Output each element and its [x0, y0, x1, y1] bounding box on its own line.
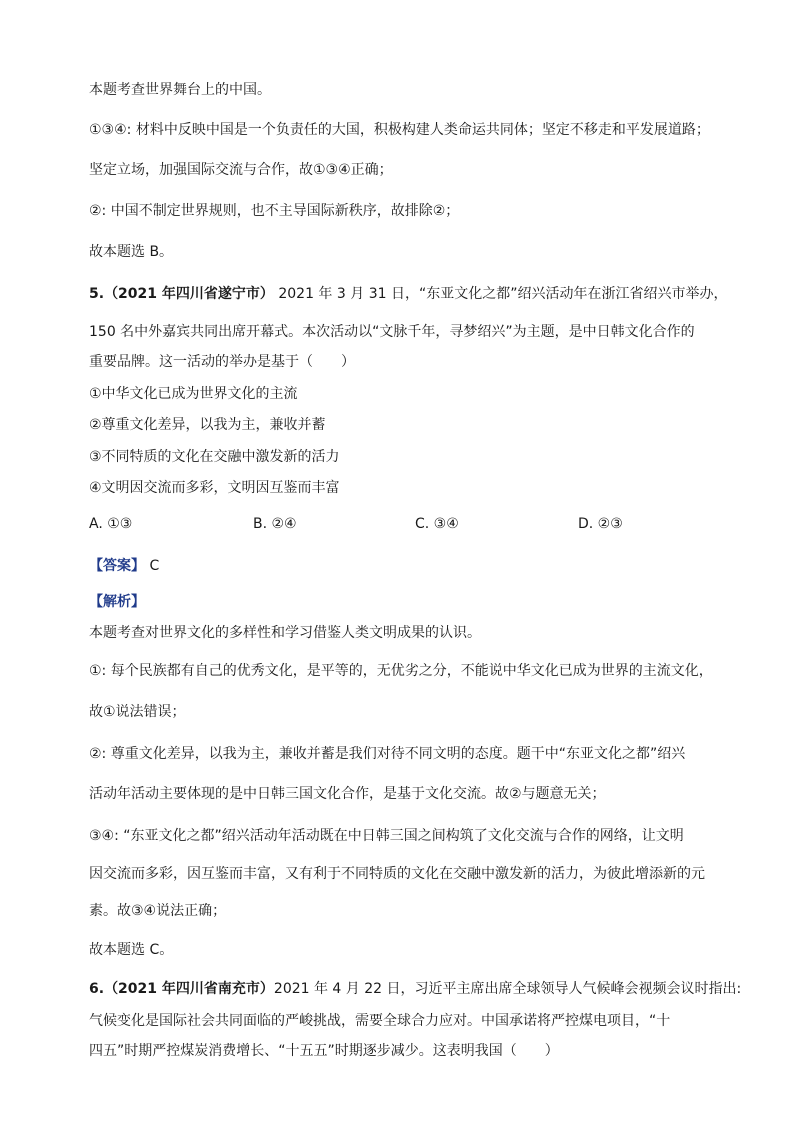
option-a: A. ①③: [89, 516, 133, 532]
question-source: （2021 年四川省遂宁市）: [104, 286, 274, 302]
analysis-line: ①: 每个民族都有自己的优秀文化，是平等的，无优劣之分，不能说中华文化已成为世界的主流文化，: [89, 663, 713, 679]
statement-item: ④文明因交流而多彩，文明因互鉴而丰富: [89, 480, 340, 496]
analysis-line: ②: 中国不制定世界规则，也不主导国际新秩序，故排除②；: [89, 203, 460, 219]
question-6-stem-line1: [89, 979, 741, 999]
conclusion-line: 故本题选 B。: [89, 244, 174, 260]
question-number: 5.: [89, 286, 105, 302]
analysis-label-text: 【解析】: [89, 594, 145, 610]
answer-line: [89, 556, 159, 576]
option-d: D. ②③: [578, 516, 623, 532]
analysis-line: ②: 尊重文化差异，以我为主，兼收并蓄是我们对待不同文明的态度。题干中“东亚文化之都”绍兴: [89, 746, 686, 762]
option-b: B. ②④: [253, 516, 297, 532]
analysis-label: [89, 592, 145, 612]
analysis-line: 本题考查世界舞台上的中国。: [89, 82, 271, 98]
question-6-stem-line2: 气候变化是国际社会共同面临的严峻挑战，需要全球合力应对。中国承诺将严控煤电项目，“十: [89, 1013, 671, 1029]
question-6-stem-line3: 四五”时期严控煤炭消费增长、“十五五”时期逐步减少。这表明我国（ ）: [89, 1043, 559, 1059]
statement-item: ③不同特质的文化在交融中激发新的活力: [89, 449, 340, 465]
analysis-line: 本题考查对世界文化的多样性和学习借鉴人类文明成果的认识。: [89, 625, 481, 641]
question-5-stem-line3: 重要品牌。这一活动的举办是基于（ ）: [89, 354, 355, 370]
analysis-line: 因交流而多彩，因互鉴而丰富，又有利于不同特质的文化在交融中激发新的活力，为彼此增添新的元: [89, 866, 705, 882]
answer-value: C: [149, 558, 160, 574]
analysis-line: 故①说法错误；: [89, 704, 186, 720]
answer-label: 【答案】: [89, 558, 145, 574]
question-5-stem-line2: 150 名中外嘉宾共同出席开幕式。本次活动以“文脉千年，寻梦绍兴”为主题，是中日韩文化合作的: [89, 324, 695, 340]
question-stem-text: 2021 年 4 月 22 日，习近平主席出席全球领导人气候峰会视频会议时指出:: [273, 981, 742, 997]
option-c: C. ③④: [415, 516, 459, 532]
conclusion-line: 故本题选 C。: [89, 942, 174, 958]
statement-item: ②尊重文化差异，以我为主，兼收并蓄: [89, 417, 326, 433]
question-5-stem-line1: [89, 284, 727, 304]
analysis-line: 活动年活动主要体现的是中日韩三国文化合作，是基于文化交流。故②与题意无关；: [89, 786, 606, 802]
question-number: 6.: [89, 981, 105, 997]
analysis-line: 坚定立场，加强国际交流与合作，故①③④正确；: [89, 162, 393, 178]
analysis-line: ③④: “东亚文化之都”绍兴活动年活动既在中日韩三国之间构筑了文化交流与合作的网络，让文明: [89, 828, 684, 844]
analysis-line: ①③④: 材料中反映中国是一个负责任的大国，积极构建人类命运共同体；坚定不移走和平发展道路；: [89, 122, 710, 138]
analysis-line: 素。故③④说法正确；: [89, 903, 227, 919]
statement-item: ①中华文化已成为世界文化的主流: [89, 386, 298, 402]
question-source: （2021 年四川省南充市）: [104, 981, 274, 997]
question-stem-text: 2021 年 3 月 31 日，“东亚文化之都”绍兴活动年在浙江省绍兴市举办，: [273, 286, 728, 302]
